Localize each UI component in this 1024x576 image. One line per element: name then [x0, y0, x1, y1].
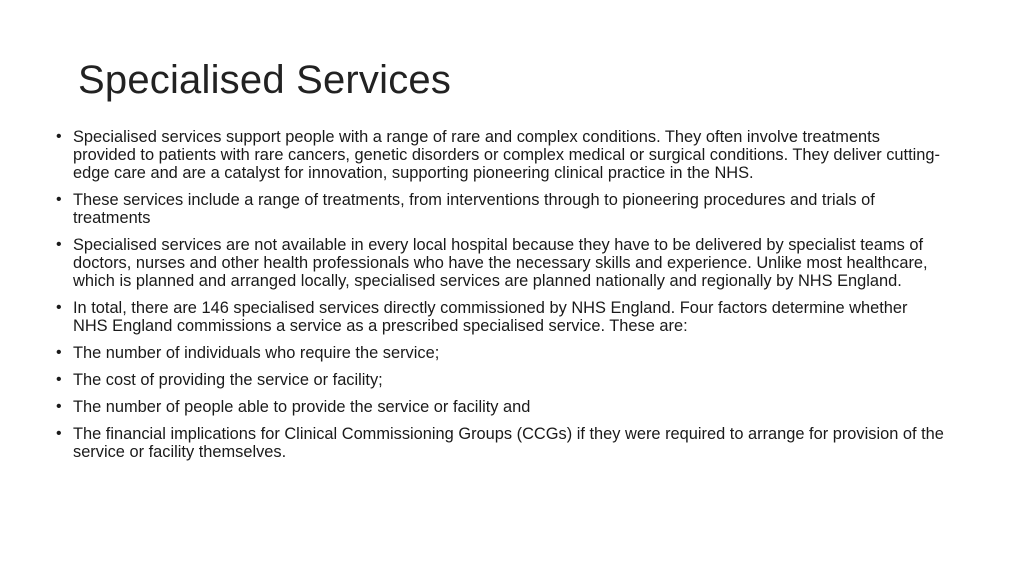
- bullet-item: • The number of people able to provide the service or facility and: [56, 398, 946, 416]
- bullet-item: • These services include a range of treatments, from interventions through to pioneering procedures and trials of treatments: [56, 191, 946, 227]
- bullet-item: • Specialised services support people with a range of rare and complex conditions. They often involve treatments provided to patients with rare cancers, genetic disorders or complex medical or surgical conditions. They deliver cutting-edge care and are a catalyst for innovation, supporting pioneering clinical practice in the NHS.: [56, 128, 946, 182]
- bullet-list: [56, 128, 946, 470]
- bullet-item: • Specialised services are not available in every local hospital because they have to be delivered by specialist teams of doctors, nurses and other health professionals who have the necessary skills and experience. Unlike most healthcare, which is planned and arranged locally, specialised services are planned nationally and regionally by NHS England.: [56, 236, 946, 290]
- bullet-item: • In total, there are 146 specialised services directly commissioned by NHS England. Four factors determine whether NHS England commissions a service as a prescribed specialised service. These are:: [56, 299, 946, 335]
- bullet-item: • The financial implications for Clinical Commissioning Groups (CCGs) if they were required to arrange for provision of the service or facility themselves.: [56, 425, 946, 461]
- slide-title: Specialised Services: [78, 58, 452, 102]
- bullet-item: • The cost of providing the service or facility;: [56, 371, 946, 389]
- bullet-item: • The number of individuals who require the service;: [56, 344, 946, 362]
